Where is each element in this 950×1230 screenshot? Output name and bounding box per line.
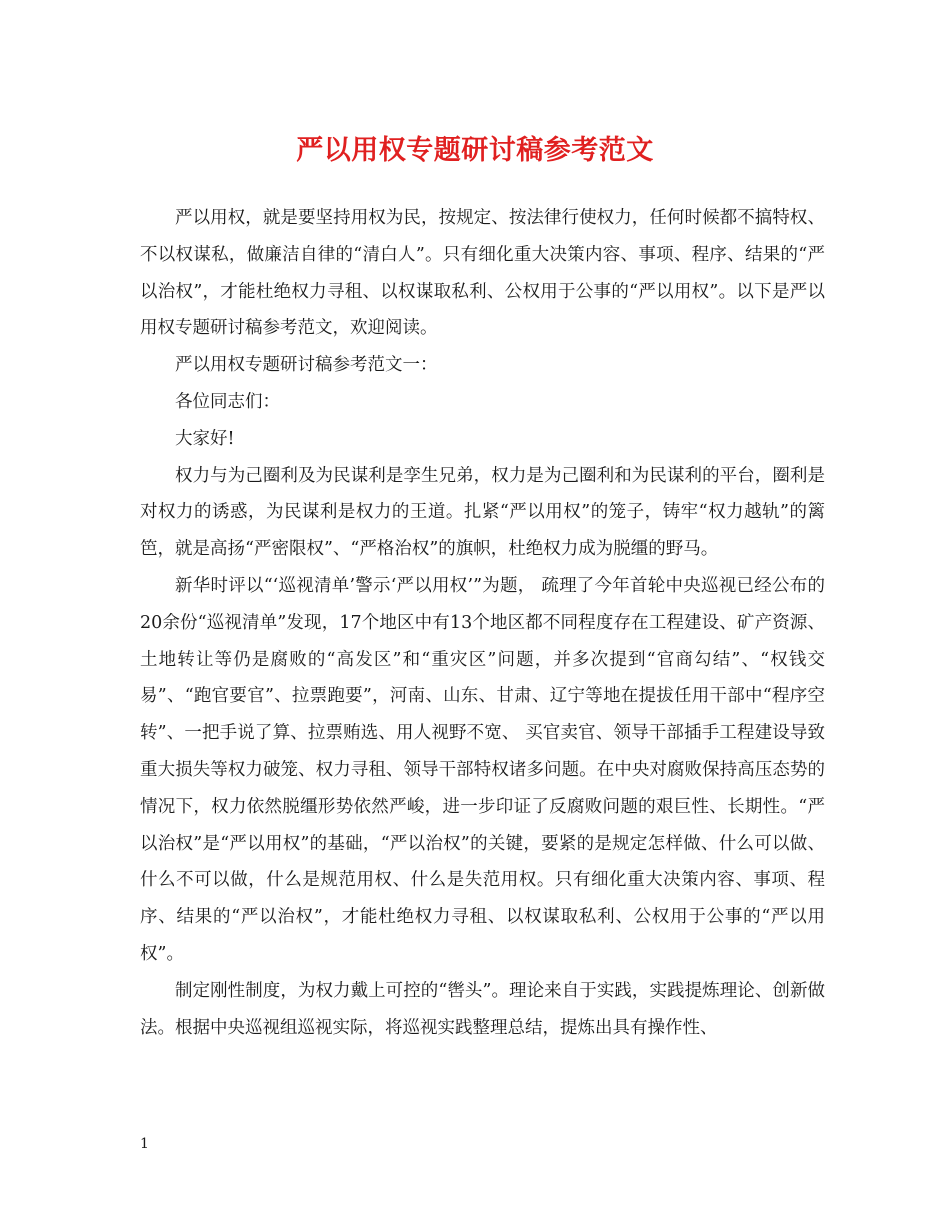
paragraph-salutation: 各位同志们： xyxy=(175,391,280,412)
page-number: 1 xyxy=(140,1136,149,1152)
paragraph-body-1: 权力与为己圈利及为民谋利是孪生兄弟，权力是为己圈利和为民谋利的平台，圈利是对权力的诱惑，为民谋利是权力的王道。扎紧“严以用权”的笼子，铸牢“权力越轨”的篱笆，就是高扬“严密限权”、“严格治权”的旗帜，杜绝权力成为脱缰的野马。 xyxy=(140,465,825,560)
paragraph-body-3: 制定刚性制度，为权力戴上可控的“辔头”。理论来自于实践，实践提炼理论、创新做法。根据中央巡视组巡视实际，将巡视实践整理总结，提炼出具有操作性、 xyxy=(140,980,825,1038)
paragraph-sample-heading: 严以用权专题研讨稿参考范文一： xyxy=(175,355,438,376)
paragraph-intro: 严以用权，就是要坚持用权为民，按规定、按法律行使权力，任何时候都不搞特权、不以权谋私，做廉洁自律的“清白人”。只有细化重大决策内容、事项、程序、结果的“严以治权”，才能杜绝权力寻租、以权谋取私利、公权用于公事的“严以用权”。以下是严以用权专题研讨稿参考范文，欢迎阅读。 xyxy=(140,208,825,339)
document-body xyxy=(140,200,825,1046)
document-title: 严以用权专题研讨稿参考范文 xyxy=(296,135,654,166)
paragraph-greeting: 大家好! xyxy=(175,428,235,449)
paragraph-body-2: 新华时评以“‘巡视清单’警示‘严以用权’”为题， 疏理了今年首轮中央巡视已经公布的20余份“巡视清单”发现，17个地区中有13个地区都不同程度存在工程建设、矿产资源、土地转让等仍是腐败的“高发区”和“重灾区”问题，并多次提到“官商勾结”、“权钱交易”、“跑官要官”、拉票跑要”，河南、山东、甘肃、辽宁等地在提拔任用干部中“程序空转”、一把手说了算、拉票贿选、用人视野不宽、 买官卖官、领导干部插手工程建设导致重大损失等权力破笼、权力寻租、领导干部特权诸多问题。在中央对腐败保持高压态势的情况下，权力依然脱缰形势依然严峻，进一步印证了反腐败问题的艰巨性、长期性。“严以治权”是“严以用权”的基础，“严以治权”的关键，要紧的是规定怎样做、什么可以做、什么不可以做，什么是规范用权、什么是失范用权。只有细化重大决策内容、事项、程序、结果的“严以治权”，才能杜绝权力寻租、以权谋取私利、公权用于公事的“严以用权”。 xyxy=(140,575,825,964)
